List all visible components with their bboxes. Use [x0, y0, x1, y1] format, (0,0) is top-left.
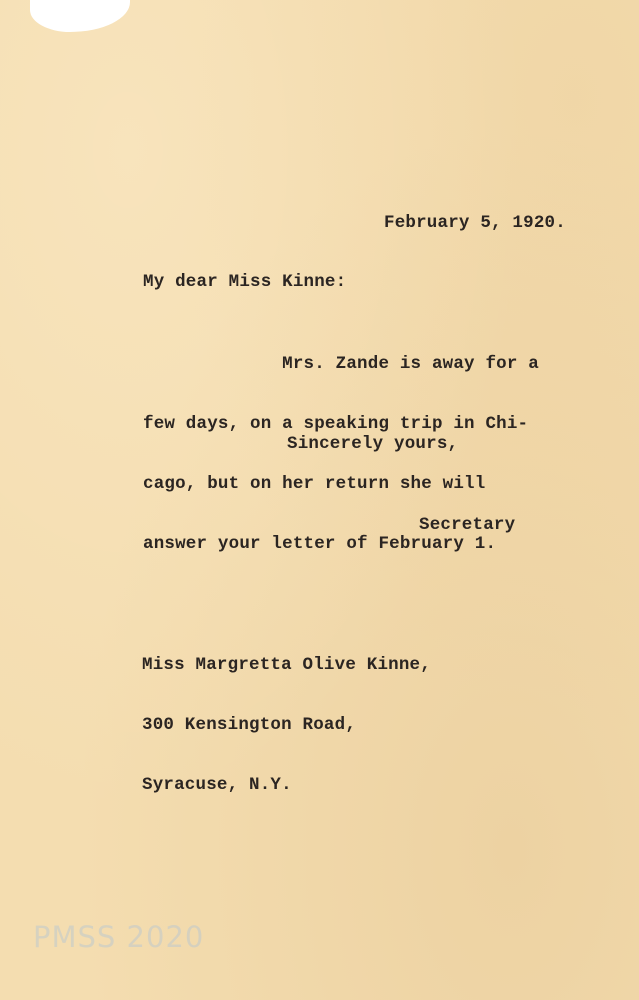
letter-salutation: My dear Miss Kinne: [143, 272, 347, 292]
archive-watermark: PMSS 2020 [33, 920, 205, 954]
address-line: 300 Kensington Road, [142, 715, 357, 735]
address-line: Syracuse, N.Y. [142, 775, 292, 795]
letter-closing: Sincerely yours, [287, 434, 459, 454]
address-line: Miss Margretta Olive Kinne, [142, 655, 431, 675]
letter-body-line: answer your letter of February 1. [143, 534, 497, 554]
recipient-address [142, 615, 431, 815]
letter-body-line: Mrs. Zande is away for a [143, 354, 539, 374]
letter-date: February 5, 1920. [384, 213, 566, 233]
letter-body-line: cago, but on her return she will [143, 474, 486, 494]
signature-role: Secretary [419, 515, 516, 535]
letter-body-line: few days, on a speaking trip in Chi- [143, 414, 529, 434]
torn-paper-corner [30, 0, 130, 32]
